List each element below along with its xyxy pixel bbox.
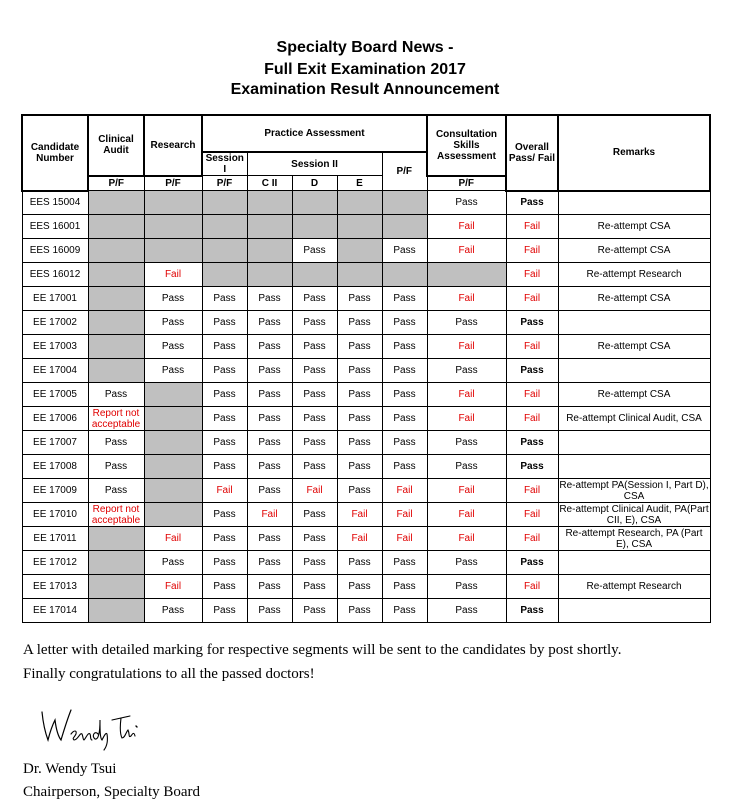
overall-cell: Fail [506,527,558,551]
overall-cell: Pass [506,551,558,575]
header-research-pf: P/F [144,176,202,191]
session-1-cell [202,215,247,239]
table-row [22,431,710,455]
session-1-cell: Pass [202,287,247,311]
session-1-cell: Pass [202,455,247,479]
remarks-cell [558,551,710,575]
c2-cell: Pass [247,551,292,575]
clinical-audit-cell [88,263,144,287]
signatory-title: Chairperson, Specialty Board [23,784,201,800]
session-1-cell: Pass [202,551,247,575]
remarks-cell: Re-attempt Clinical Audit, PA(Part CII, E), CSA [559,503,709,526]
clinical-audit-cell [88,335,144,359]
e-cell: Pass [337,551,382,575]
csa-cell [427,263,506,287]
d-cell [292,191,337,215]
table-row [22,287,710,311]
clinical-audit-cell: Pass [88,455,144,479]
d-cell: Pass [292,575,337,599]
table-row [22,311,710,335]
remarks-cell: Re-attempt CSA [558,383,710,407]
remarks-cell [558,431,710,455]
research-cell: Fail [144,263,202,287]
c2-cell: Pass [247,383,292,407]
csa-cell: Fail [427,239,506,263]
d-cell: Pass [292,407,337,431]
overall-cell: Fail [506,383,558,407]
header-remarks: Remarks [558,115,710,191]
clinical-audit-cell [88,311,144,335]
candidate-number-cell: EE 17008 [22,455,88,479]
candidate-number-cell: EE 17012 [22,551,88,575]
overall-cell: Fail [506,263,558,287]
candidate-number-cell: EE 17009 [22,479,88,503]
overall-cell: Pass [506,431,558,455]
header-csa-pf: P/F [427,176,506,191]
candidate-number-cell: EES 16009 [22,239,88,263]
pa-cell: Pass [382,575,427,599]
e-cell: Fail [337,527,382,551]
clinical-audit-cell: Pass [88,431,144,455]
header-pa-pf: P/F [382,152,427,191]
e-cell: Pass [337,599,382,623]
c2-cell: Pass [247,359,292,383]
pa-cell: Pass [382,407,427,431]
candidate-number-cell: EE 17011 [22,527,88,551]
remarks-cell [558,191,710,215]
table-row [22,335,710,359]
remarks-cell [558,599,710,623]
d-cell [292,263,337,287]
table-row [22,479,710,503]
candidate-number-cell: EES 16001 [22,215,88,239]
research-cell: Pass [144,311,202,335]
pa-cell: Pass [382,311,427,335]
d-cell: Pass [292,503,337,527]
c2-cell: Pass [247,335,292,359]
handwritten-signature [38,700,138,752]
clinical-audit-cell [88,599,144,623]
e-cell: Fail [337,503,382,527]
csa-cell: Pass [427,599,506,623]
e-cell: Pass [337,455,382,479]
pa-cell: Fail [382,527,427,551]
overall-cell: Pass [506,359,558,383]
session-1-cell: Pass [202,503,247,527]
candidate-number-cell: EE 17013 [22,575,88,599]
d-cell: Pass [292,383,337,407]
overall-cell: Fail [506,407,558,431]
overall-cell: Fail [506,335,558,359]
clinical-audit-cell [88,287,144,311]
candidate-number-cell: EE 17007 [22,431,88,455]
pa-cell [382,263,427,287]
header-csa: Consultation Skills Assessment [427,115,506,176]
csa-cell: Fail [427,287,506,311]
research-cell: Pass [144,551,202,575]
table-row [22,407,710,431]
table-row [22,191,710,215]
remarks-cell [558,455,710,479]
csa-cell: Pass [427,191,506,215]
header-overall: Overall Pass/ Fail [506,115,558,191]
e-cell [337,191,382,215]
e-cell: Pass [337,407,382,431]
pa-cell: Pass [382,551,427,575]
c2-cell: Pass [247,575,292,599]
research-cell [144,215,202,239]
header-c2: C II [247,176,292,191]
remarks-cell: Re-attempt Research [558,575,710,599]
session-1-cell: Pass [202,383,247,407]
research-cell [144,191,202,215]
session-1-cell [202,263,247,287]
header-session-1: Session I [202,152,247,176]
research-cell [144,431,202,455]
overall-cell: Fail [506,479,558,503]
overall-cell: Fail [506,503,558,527]
e-cell: Pass [337,383,382,407]
remarks-cell [558,359,710,383]
candidate-number-cell: EES 15004 [22,191,88,215]
session-1-cell [202,191,247,215]
title-line-3: Examination Result Announcement [230,81,500,98]
c2-cell: Pass [247,599,292,623]
c2-cell: Fail [247,503,292,527]
c2-cell: Pass [247,407,292,431]
d-cell: Pass [292,455,337,479]
pa-cell [382,215,427,239]
e-cell: Pass [337,359,382,383]
header-clinical-audit: Clinical Audit [88,115,144,176]
pa-cell: Pass [382,287,427,311]
table-row [22,383,710,407]
d-cell [292,215,337,239]
c2-cell [247,191,292,215]
research-cell: Fail [144,575,202,599]
clinical-audit-cell [88,575,144,599]
pa-cell: Fail [382,479,427,503]
d-cell: Fail [292,479,337,503]
e-cell: Pass [337,575,382,599]
overall-cell: Fail [506,575,558,599]
overall-cell: Pass [506,311,558,335]
csa-cell: Fail [427,503,506,527]
e-cell: Pass [337,287,382,311]
e-cell: Pass [337,431,382,455]
note-letter: A letter with detailed marking for respective segments will be sent to the candidates by post shortly. [23,642,622,658]
candidate-number-cell: EE 17006 [22,407,88,431]
session-1-cell: Pass [202,527,247,551]
session-1-cell [202,239,247,263]
c2-cell: Pass [247,527,292,551]
d-cell: Pass [292,335,337,359]
table-row [22,551,710,575]
d-cell: Pass [292,527,337,551]
table-row [22,455,710,479]
clinical-audit-cell: Report not acceptable [88,407,144,431]
session-1-cell: Pass [202,575,247,599]
session-1-cell: Pass [202,407,247,431]
remarks-cell: Re-attempt CSA [558,287,710,311]
clinical-audit-cell [88,359,144,383]
c2-cell: Pass [247,431,292,455]
e-cell: Pass [337,311,382,335]
research-cell [144,503,202,527]
d-cell: Pass [292,359,337,383]
clinical-audit-cell: Report not acceptable [88,503,144,527]
pa-cell: Pass [382,335,427,359]
clinical-audit-cell: Pass [88,479,144,503]
header-session-1-pf: P/F [202,176,247,191]
header-d: D [292,176,337,191]
header-session-2: Session II [247,152,382,176]
d-cell: Pass [292,431,337,455]
research-cell: Pass [144,287,202,311]
pa-cell: Pass [382,431,427,455]
csa-cell: Pass [427,311,506,335]
clinical-audit-cell: Pass [88,383,144,407]
csa-cell: Pass [427,575,506,599]
research-cell: Pass [144,599,202,623]
table-row [22,215,710,239]
remarks-cell: Re-attempt CSA [558,239,710,263]
research-cell [144,239,202,263]
c2-cell: Pass [247,455,292,479]
c2-cell: Pass [247,479,292,503]
e-cell [337,263,382,287]
remarks-cell: Re-attempt PA(Session I, Part D), CSA [559,479,709,502]
table-row [22,527,710,551]
table-row [22,263,710,287]
table-row [22,599,710,623]
csa-cell: Fail [427,335,506,359]
csa-cell: Pass [427,431,506,455]
note-congratulations: Finally congratulations to all the passed doctors! [23,666,315,682]
csa-cell: Fail [427,527,506,551]
header-candidate-number: Candidate Number [22,115,88,191]
d-cell: Pass [292,599,337,623]
research-cell [144,407,202,431]
candidate-number-cell: EE 17003 [22,335,88,359]
table-row [22,239,710,263]
candidate-number-cell: EE 17005 [22,383,88,407]
remarks-cell: Re-attempt CSA [558,335,710,359]
clinical-audit-cell [88,551,144,575]
clinical-audit-cell [88,215,144,239]
candidate-number-cell: EE 17014 [22,599,88,623]
e-cell [337,215,382,239]
session-1-cell: Pass [202,359,247,383]
e-cell [337,239,382,263]
csa-cell: Pass [427,455,506,479]
research-cell: Fail [144,527,202,551]
csa-cell: Fail [427,407,506,431]
d-cell: Pass [292,287,337,311]
research-cell [144,479,202,503]
overall-cell: Fail [506,239,558,263]
clinical-audit-cell [88,239,144,263]
remarks-cell: Re-attempt Research [558,263,710,287]
pa-cell: Pass [382,383,427,407]
d-cell: Pass [292,239,337,263]
c2-cell [247,263,292,287]
table-row [22,359,710,383]
c2-cell: Pass [247,311,292,335]
csa-cell: Fail [427,479,506,503]
csa-cell: Fail [427,215,506,239]
session-1-cell: Pass [202,599,247,623]
clinical-audit-cell [88,527,144,551]
header-research: Research [144,115,202,176]
c2-cell: Pass [247,287,292,311]
pa-cell: Pass [382,599,427,623]
header-practice-assessment: Practice Assessment [202,115,427,152]
d-cell: Pass [292,551,337,575]
results-table [21,114,711,623]
research-cell: Pass [144,359,202,383]
header-clinical-audit-pf: P/F [88,176,144,191]
session-1-cell: Pass [202,431,247,455]
remarks-cell [558,311,710,335]
csa-cell: Pass [427,551,506,575]
candidate-number-cell: EE 17002 [22,311,88,335]
session-1-cell: Pass [202,335,247,359]
pa-cell: Pass [382,239,427,263]
candidate-number-cell: EES 16012 [22,263,88,287]
csa-cell: Fail [427,383,506,407]
e-cell: Pass [337,479,382,503]
table-row [22,575,710,599]
remarks-cell: Re-attempt CSA [558,215,710,239]
header-e: E [337,176,382,191]
clinical-audit-cell [88,191,144,215]
e-cell: Pass [337,335,382,359]
pa-cell: Pass [382,455,427,479]
overall-cell: Fail [506,215,558,239]
research-cell [144,383,202,407]
pa-cell [382,191,427,215]
overall-cell: Pass [506,191,558,215]
c2-cell [247,239,292,263]
csa-cell: Pass [427,359,506,383]
research-cell [144,455,202,479]
overall-cell: Pass [506,599,558,623]
session-1-cell: Fail [202,479,247,503]
session-1-cell: Pass [202,311,247,335]
candidate-number-cell: EE 17004 [22,359,88,383]
title-line-1: Specialty Board News - [276,39,454,56]
candidate-number-cell: EE 17010 [22,503,88,527]
overall-cell: Pass [506,455,558,479]
candidate-number-cell: EE 17001 [22,287,88,311]
remarks-cell: Re-attempt Clinical Audit, CSA [558,407,710,431]
table-row [22,503,710,527]
signatory-name: Dr. Wendy Tsui [23,761,117,777]
pa-cell: Fail [382,503,427,527]
overall-cell: Fail [506,287,558,311]
research-cell: Pass [144,335,202,359]
d-cell: Pass [292,311,337,335]
pa-cell: Pass [382,359,427,383]
title-line-2: Full Exit Examination 2017 [264,61,466,78]
remarks-cell: Re-attempt Research, PA (Part E), CSA [558,527,710,551]
c2-cell [247,215,292,239]
